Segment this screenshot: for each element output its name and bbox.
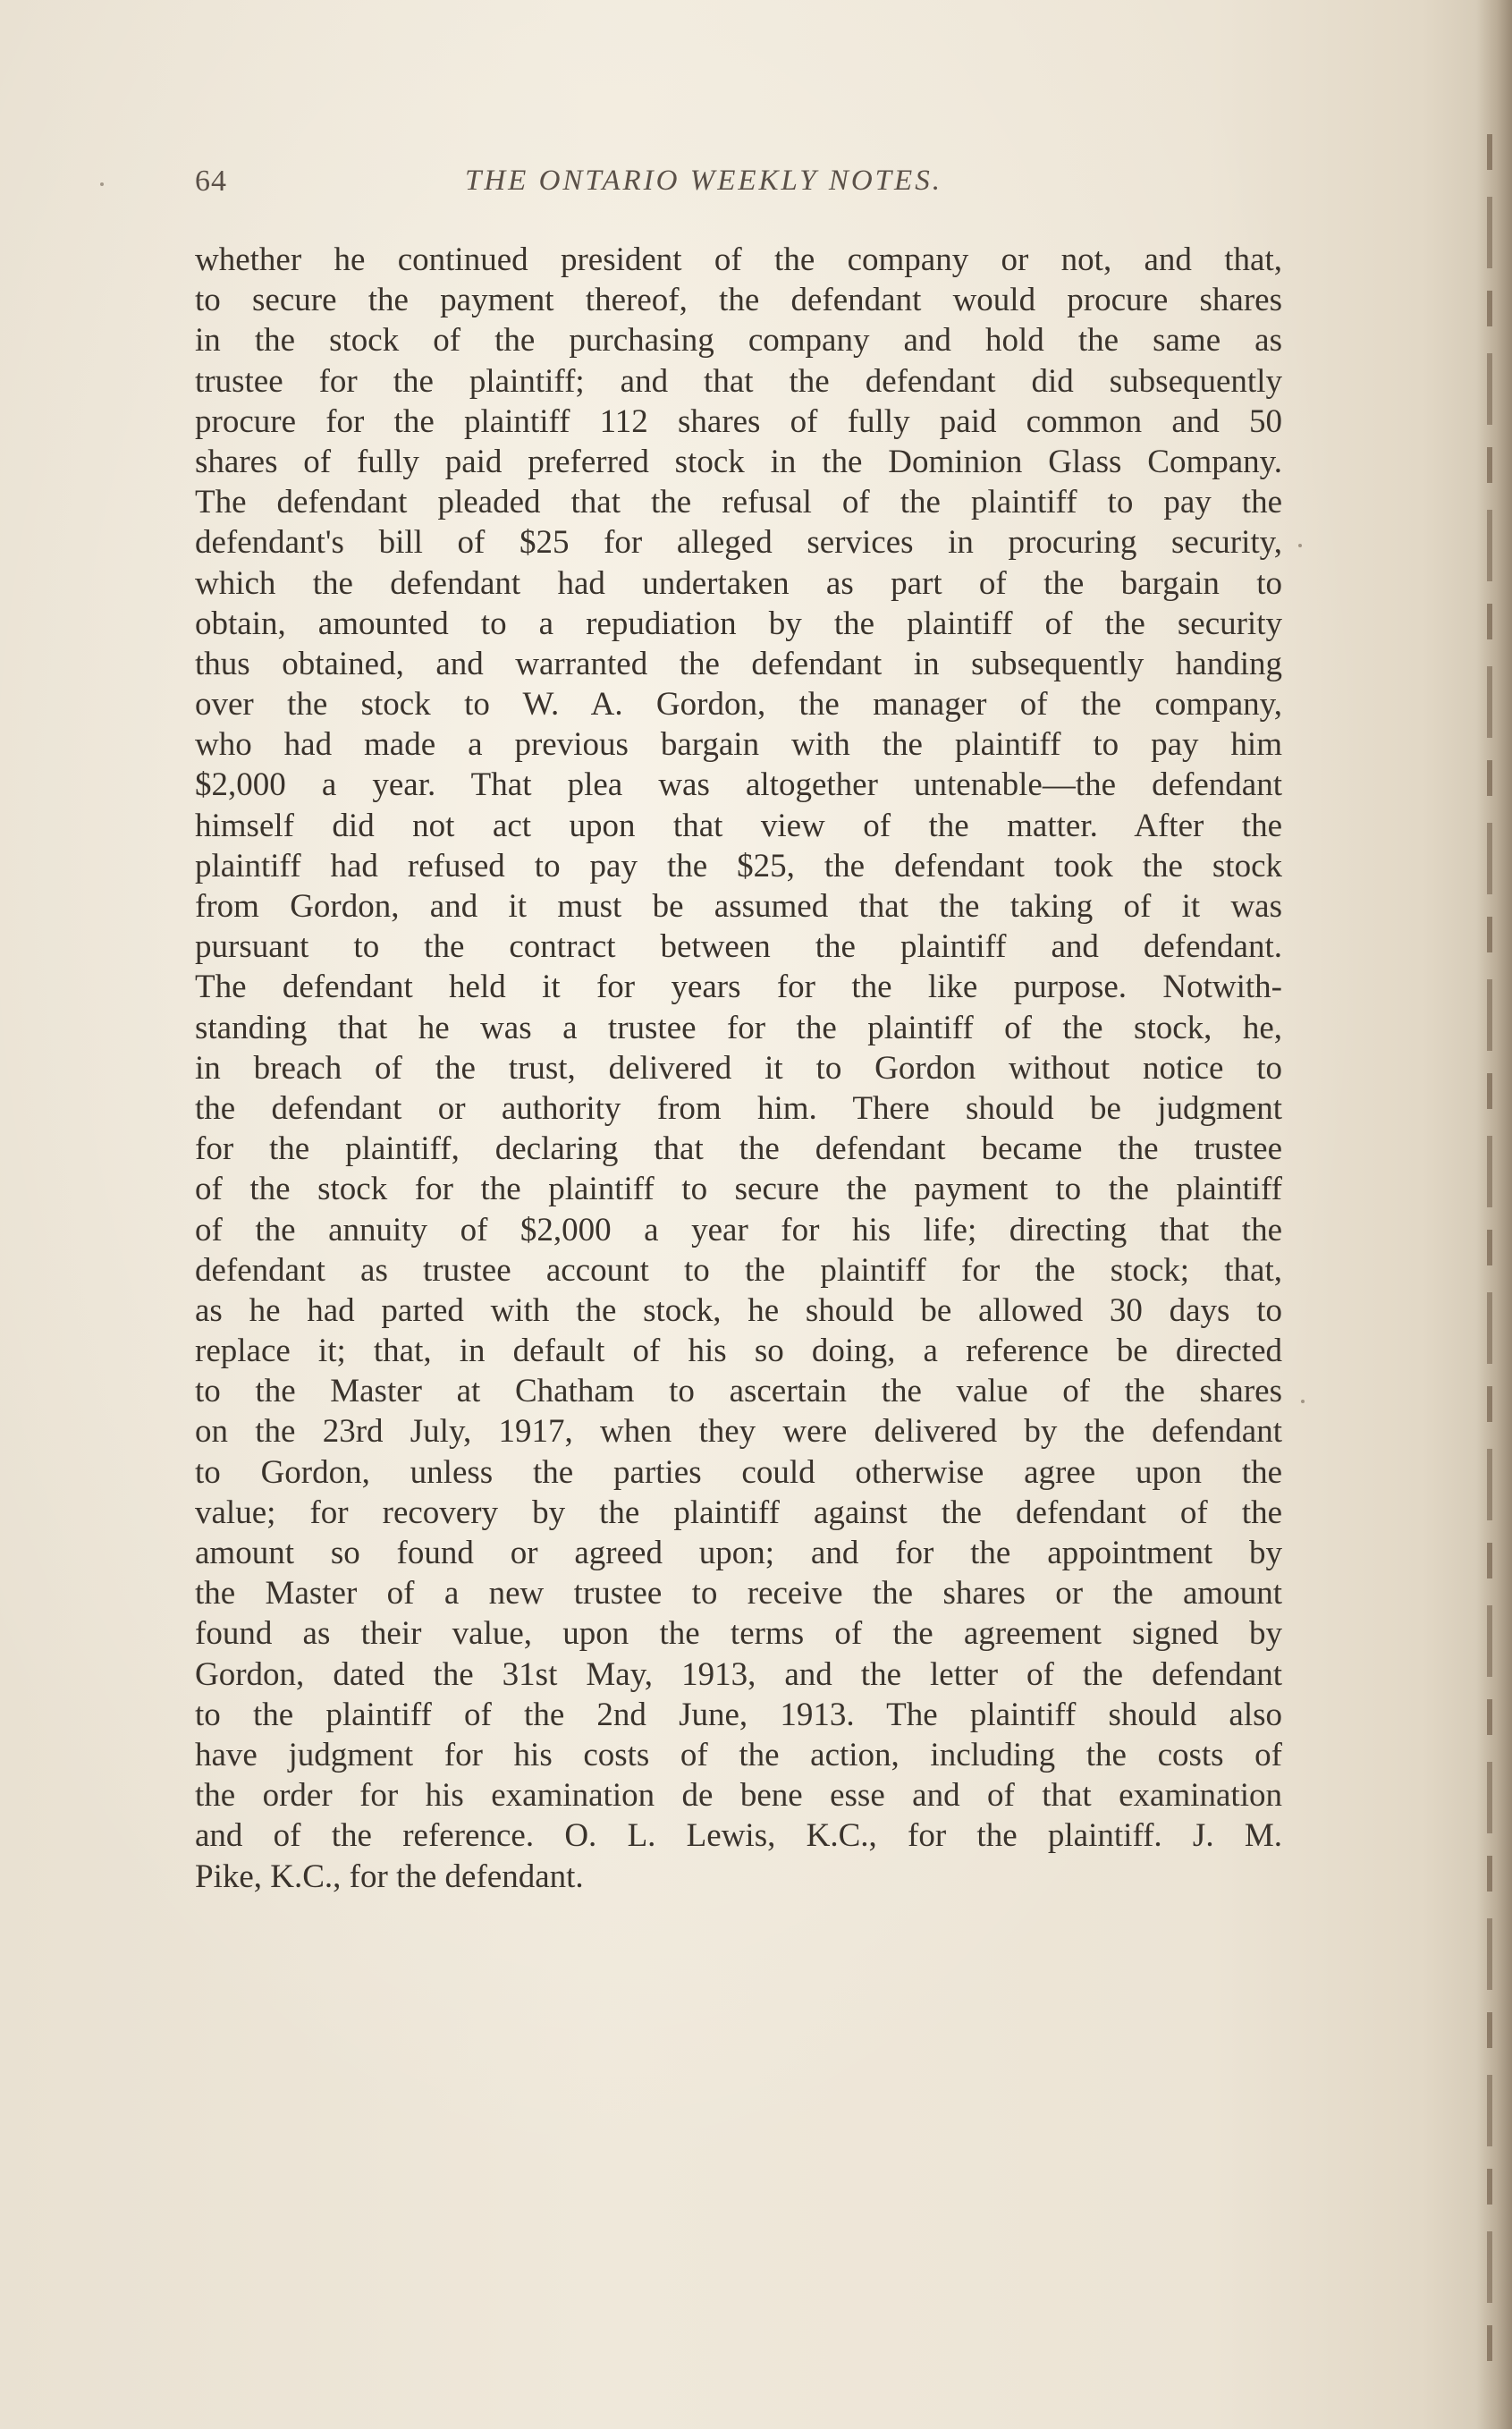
paper-speck xyxy=(1301,1400,1305,1403)
text-line: The defendant pleaded that the refusal of the plaintiff to pay the xyxy=(195,484,1282,521)
text-line: who had made a previous bargain with the plaintiff to pay him xyxy=(195,726,1282,764)
paper-speck xyxy=(1298,544,1302,547)
text-line: found as their value, upon the terms of the agreement signed by xyxy=(195,1615,1282,1653)
text-line: from Gordon, and it must be assumed that the taking of it was xyxy=(195,888,1282,925)
text-line: trustee for the plaintiff; and that the defendant did subsequently xyxy=(195,362,1282,400)
page-edge-marks xyxy=(1487,134,1492,2388)
text-line: amount so found or agreed upon; and for the appointment by xyxy=(195,1535,1282,1571)
text-line: of the annuity of $2,000 a year for his life; directing that the xyxy=(195,1211,1282,1248)
text-line: of the stock for the plaintiff to secure the payment to the plaintiff xyxy=(195,1171,1282,1208)
text-line: on the 23rd July, 1917, when they were delivered by the defendant xyxy=(195,1413,1282,1451)
paper-speck xyxy=(100,182,104,186)
text-line: in breach of the trust, delivered it to Gordon without notice to xyxy=(195,1049,1282,1087)
text-line: The defendant held it for years for the like purpose. Notwith- xyxy=(195,969,1282,1006)
text-line: to the Master at Chatham to ascertain the value of the shares xyxy=(195,1373,1282,1410)
text-line: $2,000 a year. That plea was altogether untenable—the defendant xyxy=(195,766,1282,804)
text-line: obtain, amounted to a repudiation by the plaintiff of the security xyxy=(195,605,1282,642)
text-line: defendant's bill of $25 for alleged services in procuring security, xyxy=(195,524,1282,562)
text-line: for the plaintiff, declaring that the defendant became the trustee xyxy=(195,1130,1282,1168)
text-line: plaintiff had refused to pay the $25, the defendant took the stock xyxy=(195,847,1282,884)
body-text xyxy=(195,240,1282,1897)
running-head xyxy=(195,159,1282,213)
text-line: whether he continued president of the company or not, and that, xyxy=(195,241,1282,278)
text-line: the order for his examination de bene esse and of that examination xyxy=(195,1777,1282,1815)
text-line: have judgment for his costs of the action, including the costs of xyxy=(195,1736,1282,1773)
page-edge-shadow xyxy=(1476,0,1512,2429)
text-line: defendant as trustee account to the plaintiff for the stock; that, xyxy=(195,1251,1282,1289)
text-line: to secure the payment thereof, the defendant would procure shares xyxy=(195,282,1282,319)
text-line: himself did not act upon that view of the matter. After the xyxy=(195,807,1282,844)
text-line: pursuant to the contract between the plaintiff and defendant. xyxy=(195,928,1282,966)
text-line: procure for the plaintiff 112 shares of fully paid common and 50 xyxy=(195,402,1282,440)
text-line: Gordon, dated the 31st May, 1913, and the letter of the defendant xyxy=(195,1655,1282,1693)
text-line: Pike, K.C., for the defendant. xyxy=(195,1858,584,1895)
text-line: to the plaintiff of the 2nd June, 1913. The plaintiff should also xyxy=(195,1696,1282,1733)
text-line: in the stock of the purchasing company and hold the same as xyxy=(195,322,1282,360)
text-line: value; for recovery by the plaintiff against the defendant of the xyxy=(195,1494,1282,1531)
text-line: standing that he was a trustee for the plaintiff of the stock, he, xyxy=(195,1009,1282,1046)
text-line: thus obtained, and warranted the defendant in subsequently handing xyxy=(195,645,1282,682)
text-line: the defendant or authority from him. There should be judgment xyxy=(195,1089,1282,1127)
text-line: over the stock to W. A. Gordon, the manager of the company, xyxy=(195,686,1282,724)
text-line: shares of fully paid preferred stock in the Dominion Glass Company. xyxy=(195,443,1282,480)
text-line: replace it; that, in default of his so doing, a reference be directed xyxy=(195,1333,1282,1370)
page-number: 64 xyxy=(195,165,227,198)
text-line: to Gordon, unless the parties could otherwise agree upon the xyxy=(195,1453,1282,1491)
text-line: which the defendant had undertaken as part of the bargain to xyxy=(195,564,1282,602)
text-line: as he had parted with the stock, he should be allowed 30 days to xyxy=(195,1291,1282,1329)
journal-title: THE ONTARIO WEEKLY NOTES. xyxy=(465,165,942,197)
text-line: the Master of a new trustee to receive the shares or the amount xyxy=(195,1575,1282,1612)
text-line: and of the reference. O. L. Lewis, K.C., for the plaintiff. J. M. xyxy=(195,1817,1282,1855)
